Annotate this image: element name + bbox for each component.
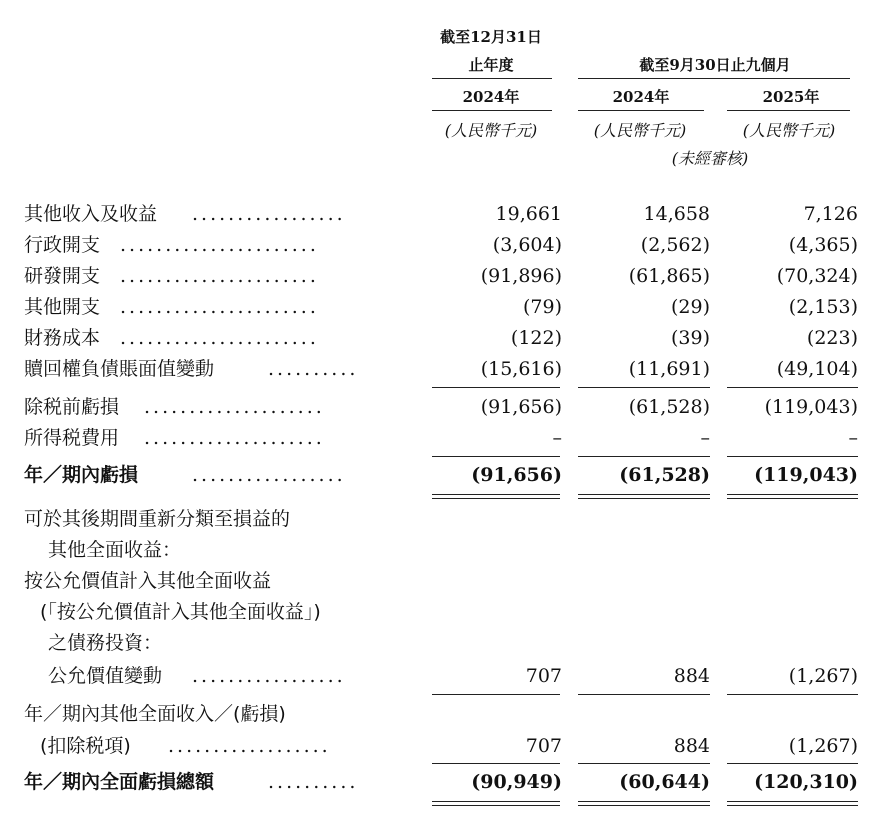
row-label: 所得税費用 (24, 427, 120, 449)
value-2025-9m: (1,267) (788, 665, 858, 687)
section-heading (0, 567, 879, 595)
table-row (0, 461, 879, 489)
row-label: 可於其後期間重新分類至損益的 (24, 508, 291, 530)
section-heading (0, 629, 879, 657)
section-heading (0, 505, 879, 533)
value-2025-9m: (120,310) (754, 771, 858, 793)
subtotal-rule-col2 (578, 387, 710, 388)
leader-dots: .................. (168, 735, 331, 757)
value-2024-9m: (2,562) (640, 234, 710, 256)
section-heading (0, 536, 879, 564)
table-row (0, 393, 879, 421)
value-2025-9m: (223) (806, 327, 858, 349)
value-2024-9m: (61,865) (628, 265, 710, 287)
table-row (0, 231, 879, 259)
value-2024-9m: (29) (670, 296, 710, 318)
value-2024-9m: – (700, 427, 710, 449)
leader-dots: ................. (192, 203, 346, 225)
value-2024-9m: 14,658 (643, 203, 710, 225)
row-label: 按公允價值計入其他全面收益 (24, 570, 272, 592)
col1-header-line2: 止年度 (468, 56, 514, 74)
table-row (0, 262, 879, 290)
subtotal-rule-col3 (727, 456, 858, 457)
row-label: 其他開支 (24, 296, 101, 318)
value-2025-9m: (1,267) (788, 735, 858, 757)
col3-year-header: 2025年 (762, 88, 820, 106)
value-2024-fy: (122) (510, 327, 562, 349)
col3-unit: (人民幣千元) (742, 121, 836, 140)
value-2024-fy: (15,616) (480, 358, 562, 380)
row-label: 行政開支 (24, 234, 101, 256)
leader-dots: ................. (192, 665, 346, 687)
value-2024-fy: 707 (525, 665, 562, 687)
value-2024-fy: (91,656) (471, 464, 562, 486)
leader-dots: ...................... (120, 296, 319, 318)
header-rule-col1 (432, 78, 552, 79)
value-2024-fy: (90,949) (471, 771, 562, 793)
value-2024-fy: (91,656) (480, 396, 562, 418)
row-label: 其他全面收益： (48, 539, 182, 561)
col1-year-header: 2024年 (462, 88, 520, 106)
subtotal-rule-col2 (578, 456, 710, 457)
value-2025-9m: 7,126 (803, 203, 858, 225)
leader-dots: .......... (268, 771, 359, 793)
leader-dots: .......... (268, 358, 359, 380)
subtotal-rule-col2 (578, 694, 710, 695)
year-rule-col2 (578, 110, 704, 111)
row-label: 贖回權負債賬面值變動 (24, 358, 215, 380)
table-row (0, 200, 879, 228)
value-2025-9m: (2,153) (788, 296, 858, 318)
subtotal-rule-col2 (578, 763, 710, 764)
total-double-rule-col1 (432, 494, 560, 499)
col1-unit: (人民幣千元) (444, 121, 538, 140)
year-rule-col3 (727, 110, 850, 111)
header-rule-col23 (578, 78, 850, 79)
row-label: 年／期內全面虧損總額 (24, 771, 215, 793)
row-label: (「按公允價值計入其他全面收益」) (40, 601, 321, 623)
unaudited-note: (未經審核) (671, 149, 749, 168)
row-label: 公允價值變動 (48, 665, 163, 687)
value-2024-9m: 884 (673, 665, 710, 687)
total-double-rule-col3 (727, 494, 858, 499)
value-2024-fy: 19,661 (495, 203, 562, 225)
table-row (0, 355, 879, 383)
value-2025-9m: – (848, 427, 858, 449)
value-2025-9m: (49,104) (776, 358, 858, 380)
leader-dots: ................. (192, 464, 346, 486)
value-2024-fy: 707 (525, 735, 562, 757)
total-double-rule-col2 (578, 494, 710, 499)
subtotal-rule-col1 (432, 694, 560, 695)
total-double-rule-col2 (578, 801, 710, 806)
table-row (0, 732, 879, 760)
value-2025-9m: (4,365) (788, 234, 858, 256)
year-rule-col1 (432, 110, 552, 111)
value-2024-fy: (91,896) (480, 265, 562, 287)
row-label: 財務成本 (24, 327, 101, 349)
table-row (0, 662, 879, 690)
leader-dots: .................... (144, 427, 325, 449)
row-label: 之債務投資： (48, 632, 163, 654)
col23-group-header: 截至9月30日止九個月 (639, 56, 791, 74)
value-2024-9m: (60,644) (619, 771, 710, 793)
row-label: 年／期內其他全面收入／(虧損) (24, 703, 286, 725)
value-2024-9m: (61,528) (619, 464, 710, 486)
total-double-rule-col1 (432, 801, 560, 806)
leader-dots: ...................... (120, 265, 319, 287)
section-heading (0, 598, 879, 626)
value-2024-fy: – (552, 427, 562, 449)
value-2024-9m: (11,691) (628, 358, 710, 380)
row-label: (扣除税項) (40, 735, 131, 757)
value-2024-9m: (39) (670, 327, 710, 349)
value-2024-fy: (3,604) (492, 234, 562, 256)
subtotal-rule-col1 (432, 387, 560, 388)
subtotal-rule-col3 (727, 763, 858, 764)
subtotal-rule-col1 (432, 763, 560, 764)
row-label: 其他收入及收益 (24, 203, 158, 225)
leader-dots: ...................... (120, 234, 319, 256)
section-heading (0, 700, 879, 728)
row-label: 研發開支 (24, 265, 101, 287)
value-2025-9m: (119,043) (764, 396, 858, 418)
total-double-rule-col3 (727, 801, 858, 806)
subtotal-rule-col3 (727, 387, 858, 388)
leader-dots: ...................... (120, 327, 319, 349)
col2-year-header: 2024年 (612, 88, 670, 106)
col2-unit: (人民幣千元) (593, 121, 687, 140)
table-row (0, 424, 879, 452)
value-2025-9m: (70,324) (776, 265, 858, 287)
value-2024-9m: (61,528) (628, 396, 710, 418)
leader-dots: .................... (144, 396, 325, 418)
value-2025-9m: (119,043) (754, 464, 858, 486)
table-row (0, 324, 879, 352)
row-label: 年／期內虧損 (24, 464, 139, 486)
value-2024-9m: 884 (673, 735, 710, 757)
subtotal-rule-col1 (432, 456, 560, 457)
col1-header-line1: 截至12月31日 (440, 28, 542, 46)
table-row (0, 768, 879, 796)
row-label: 除税前虧損 (24, 396, 120, 418)
subtotal-rule-col3 (727, 694, 858, 695)
value-2024-fy: (79) (522, 296, 562, 318)
table-row (0, 293, 879, 321)
